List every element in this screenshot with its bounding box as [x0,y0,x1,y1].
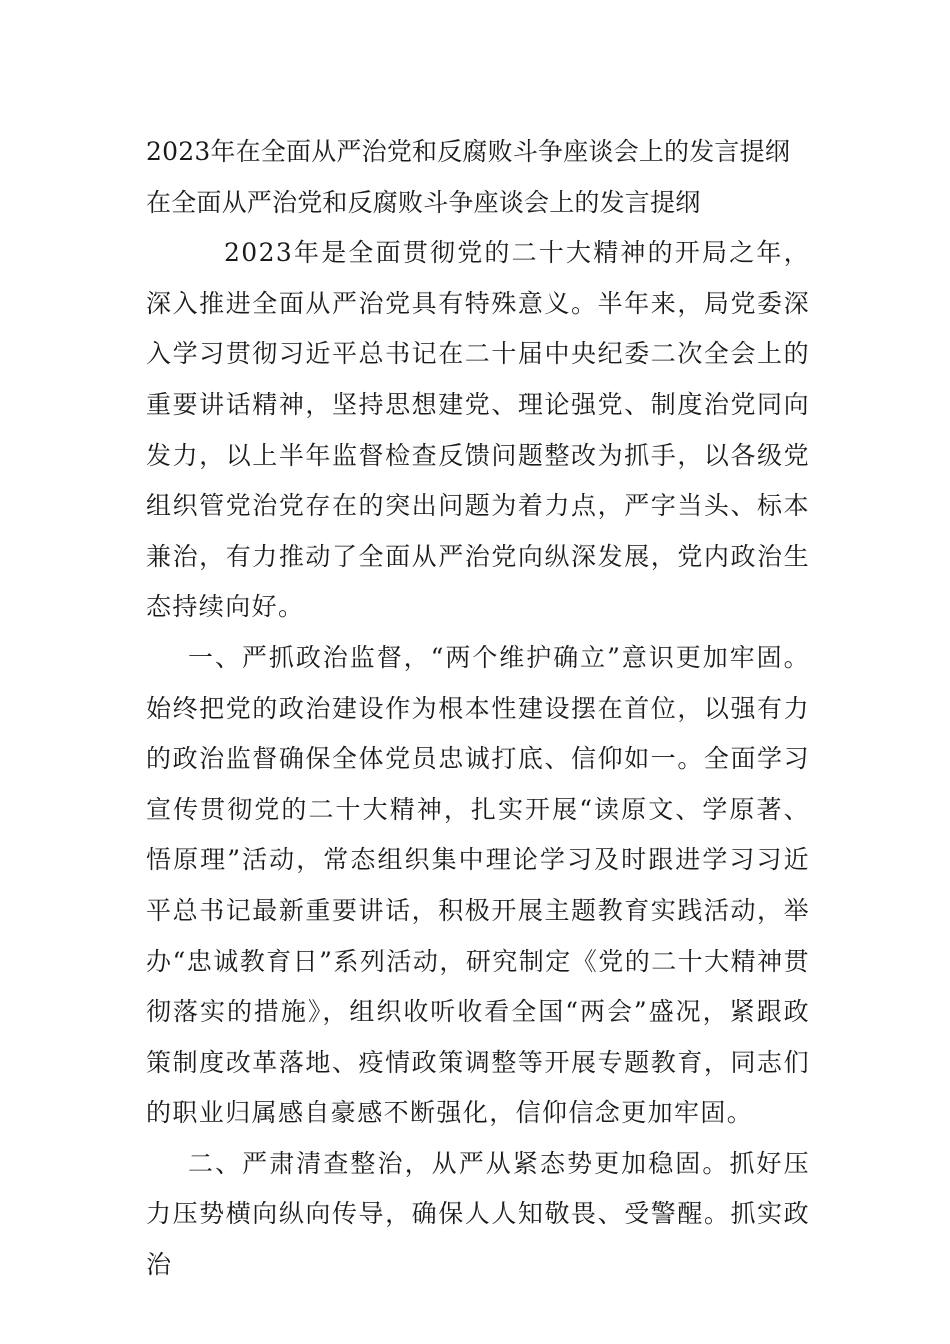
paragraph-intro: 2023年是全面贯彻党的二十大精神的开局之年，深入推进全面从严治党具有特殊意义。半年来，局党委深入学习贯彻习近平总书记在二十届中央纪委二次全会上的重要讲话精神，坚持思想建党、理论强党、制度治党同向发力，以上半年监督检查反馈问题整改为抓手，以各级党组织管党治党存在的突出问题为着力点，严字当头、标本兼治，有力推动了全面从严治党向纵深发展，党内政治生态持续向好。 [146,238,810,622]
paragraph-section-1: 一、严抓政治监督，“两个维护确立”意识更加牢固。始终把党的政治建设作为根本性建设摆在首位，以强有力的政治监督确保全体党员忠诚打底、信仰如一。全面学习宣传贯彻党的二十大精神，扎实开展“读原文、学原著、悟原理”活动，常态组织集中理论学习及时跟进学习习近平总书记最新重要讲话，积极开展主题教育实践活动，举办“忠诚教育日”系列活动，研究制定《党的二十大精神贯彻落实的措施》，组织收听收看全国“两会”盛况，紧跟政策制度改革落地、疫情政策调整等开展专题教育，同志们的职业归属感自豪感不断强化，信仰信念更加牢固。 [146,642,810,1128]
document-body [146,127,810,1291]
paragraph-section-2: 二、严肃清查整治，从严从紧态势更加稳固。抓好压力压势横向纵向传导，确保人人知敬畏、受警醒。抓实政治 [146,1148,810,1280]
document-title-line-2: 在全面从严治党和反腐败斗争座谈会上的发言提纲 [146,187,701,217]
document-title-line-1: 2023年在全面从严治党和反腐败斗争座谈会上的发言提纲 [146,137,791,166]
